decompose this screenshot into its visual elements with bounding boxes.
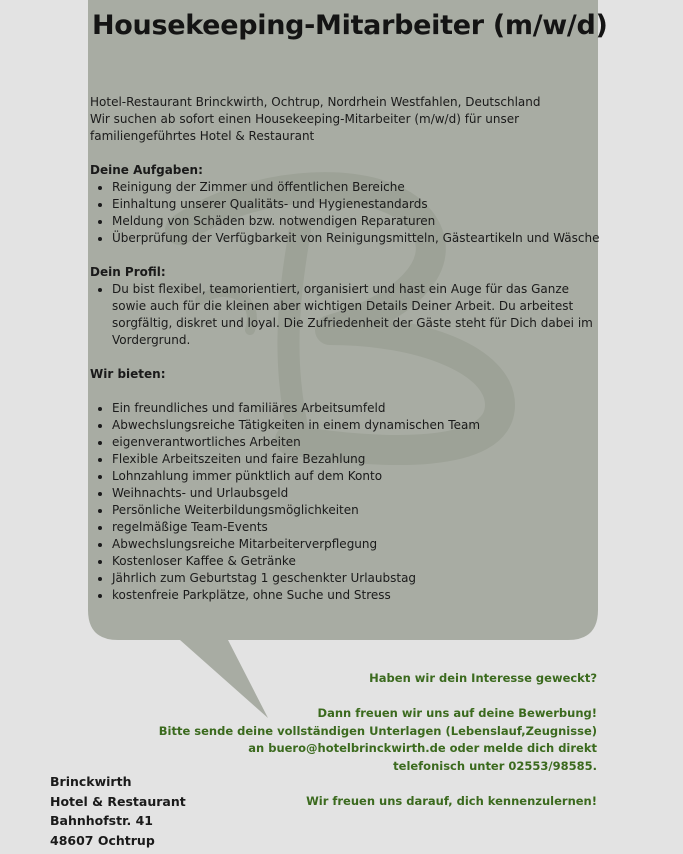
list-item: • Persönliche Weiterbildungsmöglichkeiten <box>112 502 600 519</box>
profile-heading: Dein Profil: <box>90 265 166 279</box>
list-item: • Lohnzahlung immer pünktlich auf dem Konto <box>112 468 600 485</box>
list-item: • Einhaltung unserer Qualitäts- und Hygienestandards <box>112 196 600 213</box>
job-description <box>90 94 600 604</box>
tasks-list <box>90 179 600 247</box>
cta-line-2: Bitte sende deine vollständigen Unterlagen (Lebenslauf,Zeugnisse) <box>158 723 597 738</box>
list-item: • Weihnachts- und Urlaubsgeld <box>112 485 600 502</box>
cta-closing: Wir freuen uns darauf, dich kennenzulernen! <box>306 793 597 808</box>
page-title: Housekeeping-Mitarbeiter (m/w/d) <box>92 10 608 41</box>
list-item: • Flexible Arbeitszeiten und faire Bezahlung <box>112 451 600 468</box>
list-item: • Ein freundliches und familiäres Arbeitsumfeld <box>112 400 600 417</box>
address-city: 48607 Ochtrup <box>50 832 155 848</box>
address-street: Bahnhofstr. 41 <box>50 813 153 828</box>
list-item: • Kostenloser Kaffee & Getränke <box>112 553 600 570</box>
intro-text: Wir suchen ab sofort einen Housekeeping-Mitarbeiter (m/w/d) für unser familiengeführtes Hotel & Restaurant <box>90 112 520 143</box>
call-to-action <box>159 670 597 810</box>
cta-line-1: Dann freuen wir uns auf deine Bewerbung! <box>317 706 597 720</box>
cta-line-3: an buero@hotelbrinckwirth.de oder melde dich direkt <box>248 741 597 755</box>
list-item: • kostenfreie Parkplätze, ohne Suche und Stress <box>112 587 600 604</box>
offer-list <box>90 400 600 604</box>
address-subtitle: Hotel & Restaurant <box>50 793 186 809</box>
list-item: • Überprüfung der Verfügbarkeit von Reinigungsmitteln, Gästeartikeln und Wäsche <box>112 230 600 247</box>
cta-interest: Haben wir dein Interesse geweckt? <box>369 671 597 685</box>
list-item: • Meldung von Schäden bzw. notwendigen Reparaturen <box>112 213 600 230</box>
address-block <box>50 772 186 850</box>
list-item: • Jährlich zum Geburtstag 1 geschenkter Urlaubstag <box>112 570 600 587</box>
profile-list <box>90 281 600 349</box>
list-item: • eigenverantwortliches Arbeiten <box>112 434 600 451</box>
intro-location: Hotel-Restaurant Brinckwirth, Ochtrup, Nordrhein Westfahlen, Deutschland <box>90 95 541 109</box>
address-name: Brinckwirth <box>50 774 132 789</box>
tasks-heading: Deine Aufgaben: <box>90 163 203 177</box>
list-item: • Reinigung der Zimmer und öffentlichen Bereiche <box>112 179 600 196</box>
list-item: • Du bist flexibel, teamorientiert, organisiert und hast ein Auge für das Ganze sowie auch für die kleinen aber wichtigen Details Deiner Arbeit. Du arbeitest sorgfältig, diskret und loyal. Die Zufriedenheit der Gäste steht für Dich dabei im Vordergrund. <box>112 281 600 349</box>
list-item: • Abwechslungsreiche Mitarbeiterverpflegung <box>112 536 600 553</box>
list-item: • Abwechslungsreiche Tätigkeiten in einem dynamischen Team <box>112 417 600 434</box>
offer-heading: Wir bieten: <box>90 367 166 381</box>
cta-line-4: telefonisch unter 02553/98585. <box>393 758 597 773</box>
list-item: • regelmäßige Team-Events <box>112 519 600 536</box>
